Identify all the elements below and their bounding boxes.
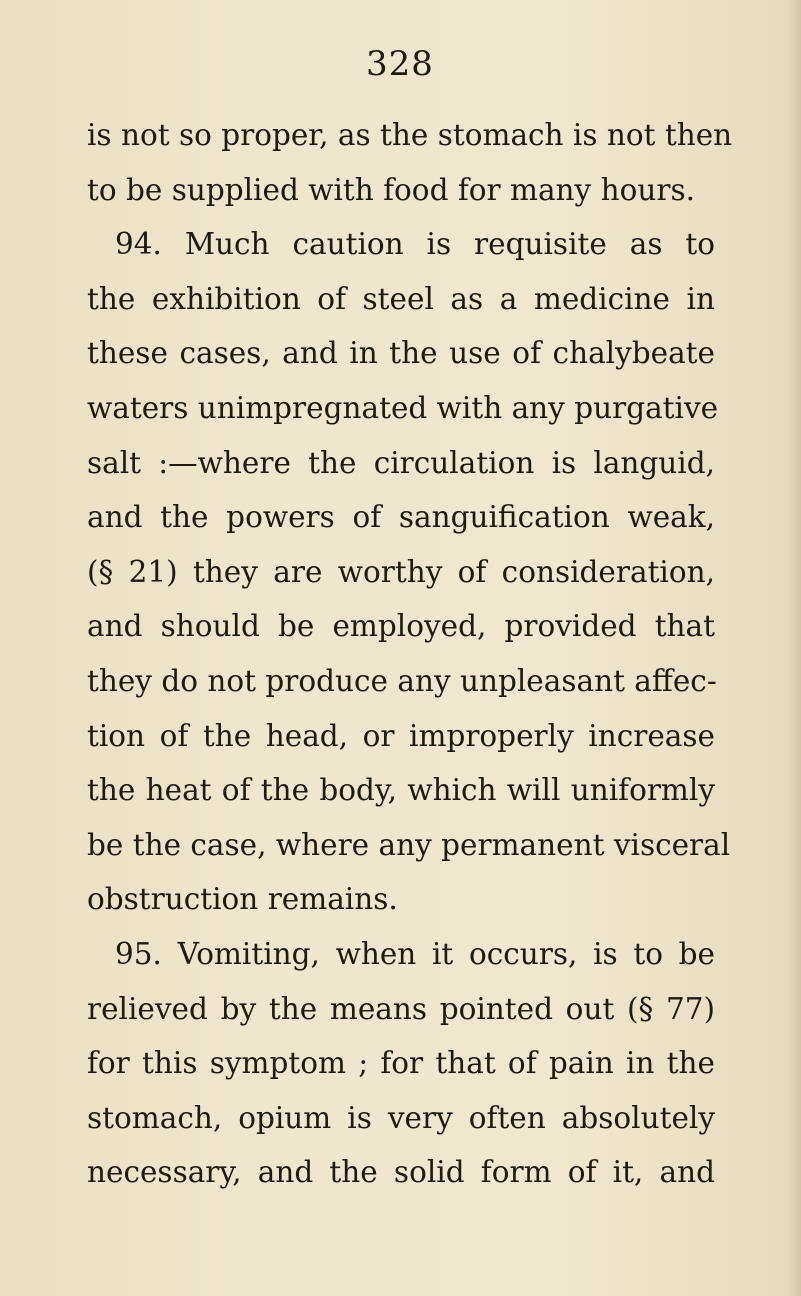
page-edge-shadow [787,0,801,1296]
page-number: 328 [366,44,434,84]
text-line: be the case, where any permanent visceral [87,827,731,862]
text-line: for this symptom ; for that of pain in the [87,1046,715,1081]
paragraph-95-start: 95. Vomiting, when it occurs, is to be [115,936,715,971]
text-line: stomach, opium is very often absolutely [87,1100,715,1135]
text-line: to be supplied with food for many hours. [87,172,695,207]
text-line: obstruction remains. [87,882,398,917]
text-line: tion of the head, or improperly increase [87,718,715,753]
text-line: salt :—where the circulation is languid, [87,445,715,480]
text-line: these cases, and in the use of chalybeate [87,336,715,371]
text-line: is not so proper, as the stomach is not then [87,118,733,152]
text-line: the exhibition of steel as a medicine in [87,281,715,316]
paragraph-94-start: 94. Much caution is requisite as to [115,227,715,262]
body-text [87,108,733,1200]
text-line: relieved by the means pointed out (§ 77) [87,991,715,1026]
text-line: and the powers of sanguification weak, [87,500,715,535]
text-line: (§ 21) they are worthy of consideration, [87,554,715,589]
text-line: they do not produce any unpleasant affec- [87,663,717,698]
text-line: and should be employed, provided that [87,609,715,644]
text-line: the heat of the body, which will uniformly [87,773,715,808]
text-line: waters unimpregnated with any purgative [87,390,719,425]
text-line: necessary, and the solid form of it, and [87,1155,715,1190]
